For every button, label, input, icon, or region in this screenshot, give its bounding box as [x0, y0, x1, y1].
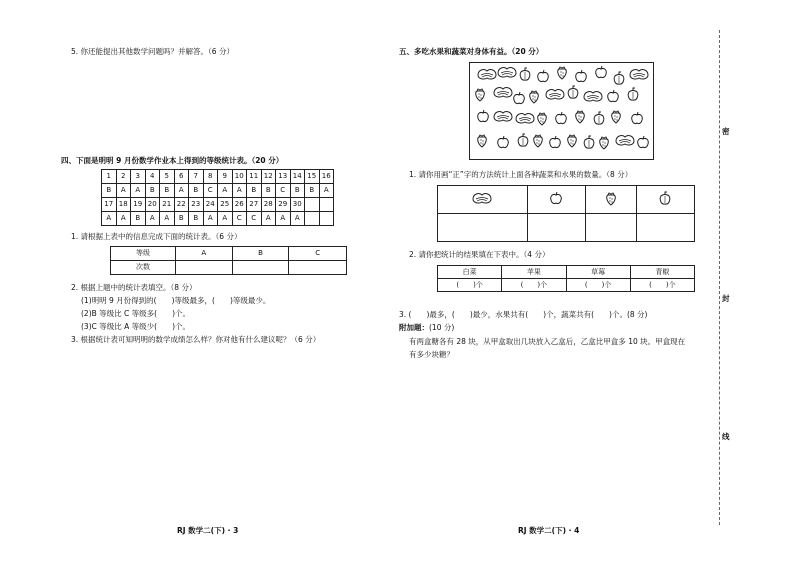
cabbage-icon [616, 136, 634, 145]
grade-level-cell: A [261, 212, 276, 226]
pepper-icon [628, 88, 638, 100]
table-row [102, 212, 334, 226]
apple-icon [498, 136, 509, 148]
tally-table [437, 185, 695, 242]
strawberry-icon [612, 111, 620, 123]
result-header-apple: 苹果 [502, 266, 566, 279]
question-4-2-3: (3)C 等级比 A 等级少( )个。 [81, 322, 190, 331]
grade-number-cell: 2 [116, 170, 131, 184]
grade-level-cell: A [116, 212, 131, 226]
apple-icon [632, 112, 643, 124]
grade-level-cell: A [174, 184, 189, 198]
strawberry-icon [478, 135, 486, 147]
pepper-icon [520, 68, 530, 80]
grade-level-cell: B [305, 184, 320, 198]
grade-number-cell: 8 [203, 170, 218, 184]
table-row [102, 170, 334, 184]
stat-header-grade: 等级 [111, 247, 176, 261]
section-5-title: 五、多吃水果和蔬菜对身体有益。（20 分） [399, 47, 544, 56]
result-header-strawberry: 草莓 [566, 266, 630, 279]
grade-number-cell: 26 [232, 198, 247, 212]
bonus-text-line-1: 有两盒糖各有 28 块，从甲盒取出几块放入乙盒后，乙盒比甲盒多 10 块。甲盒现在 [409, 337, 686, 346]
grade-level-cell: C [232, 212, 247, 226]
apple-icon [538, 70, 549, 82]
question-4-2-1: (1)明明 9 月份得到的( )等级最多，( )等级最少。 [81, 296, 271, 305]
result-cell-apple[interactable]: ( )个 [502, 279, 566, 292]
grade-number-cell: 9 [218, 170, 233, 184]
tally-cell-strawberry[interactable] [585, 214, 636, 242]
cabbage-icon [516, 114, 534, 123]
grade-level-cell: B [160, 184, 175, 198]
strawberry-icon [605, 191, 617, 209]
table-row [111, 261, 347, 275]
grade-number-cell: 12 [261, 170, 276, 184]
cabbage-icon [546, 90, 564, 99]
grade-level-cell [305, 212, 320, 226]
apple-icon [596, 66, 607, 78]
stat-cell-b[interactable] [232, 261, 289, 275]
stat-cell-c[interactable] [289, 261, 347, 275]
grade-number-cell: 23 [189, 198, 204, 212]
question-4-2: 2. 根据上题中的统计表填空。（8 分） [71, 283, 197, 292]
table-row [438, 214, 695, 242]
grade-number-cell: 5 [160, 170, 175, 184]
grade-level-cell: C [247, 212, 262, 226]
question-5-1: 1. 请你用画“正”字的方法统计上面各种蔬菜和水果的数量。（8 分） [409, 170, 633, 179]
cabbage-icon [494, 88, 512, 97]
grade-level-cell: A [203, 212, 218, 226]
pepper-icon [614, 72, 624, 84]
grade-level-cell: B [174, 212, 189, 226]
grade-level-cell [319, 212, 334, 226]
grade-number-cell: 7 [189, 170, 204, 184]
strawberry-icon [568, 135, 576, 147]
grade-table [101, 169, 334, 226]
result-table [437, 265, 695, 292]
stat-row-label: 次数 [111, 261, 176, 275]
question-5-2: 2. 请你把统计的结果填在下表中。（4 分） [409, 250, 550, 259]
apple-icon [549, 191, 563, 208]
question-4-3: 3. 根据统计表可知明明的数学成绩怎么样？你对他有什么建议呢？（6 分） [71, 335, 321, 344]
grade-level-cell: A [290, 212, 305, 226]
grade-number-cell [305, 198, 320, 212]
grade-level-cell: A [160, 212, 175, 226]
grade-number-cell: 27 [247, 198, 262, 212]
grade-level-cell: A [102, 212, 117, 226]
grade-level-cell: C [276, 184, 291, 198]
pepper-icon [518, 134, 528, 146]
cabbage-icon [630, 70, 648, 79]
grade-number-cell: 29 [276, 198, 291, 212]
sidebar-char-2: 封 [722, 294, 730, 303]
strawberry-icon [476, 89, 484, 101]
grade-number-cell: 22 [174, 198, 189, 212]
apple-icon [608, 90, 619, 102]
strawberry-icon [538, 113, 546, 125]
grade-number-cell: 10 [232, 170, 247, 184]
grade-number-cell: 25 [218, 198, 233, 212]
grade-number-cell: 11 [247, 170, 262, 184]
grade-level-cell: B [290, 184, 305, 198]
grade-number-cell: 19 [131, 198, 146, 212]
tally-header-apple [527, 186, 585, 214]
strawberry-icon [558, 67, 566, 79]
strawberry-icon [534, 135, 542, 147]
question-5: 5. 你还能提出其他数学问题吗？并解答。（6 分） [71, 47, 234, 56]
fruit-vegetable-illustration [469, 62, 654, 160]
grade-level-cell: C [203, 184, 218, 198]
grade-level-cell: B [189, 212, 204, 226]
apple-icon [550, 136, 561, 148]
grade-number-cell: 3 [131, 170, 146, 184]
table-row [102, 198, 334, 212]
question-4-2-2: (2)B 等级比 C 等级多( )个。 [81, 309, 191, 318]
grade-level-cell: B [145, 184, 160, 198]
stat-header-c: C [289, 247, 347, 261]
apple-icon [478, 110, 489, 122]
grade-number-cell: 17 [102, 198, 117, 212]
bonus-score: (10 分) [429, 323, 455, 332]
apple-icon [556, 112, 567, 124]
result-cell-cabbage[interactable]: ( )个 [438, 279, 502, 292]
grade-number-cell [319, 198, 334, 212]
grade-number-cell: 28 [261, 198, 276, 212]
result-cell-pepper[interactable]: ( )个 [630, 279, 694, 292]
grade-number-cell: 30 [290, 198, 305, 212]
cabbage-icon [478, 70, 496, 79]
pepper-icon [594, 112, 604, 124]
cabbage-icon [584, 92, 602, 101]
tally-cell-pepper[interactable] [636, 214, 694, 242]
grade-level-cell: B [131, 212, 146, 226]
strawberry-icon [600, 137, 608, 149]
grade-level-cell: A [276, 212, 291, 226]
grade-number-cell: 1 [102, 170, 117, 184]
stat-header-b: B [232, 247, 289, 261]
sidebar-char-1: 密 [722, 127, 730, 136]
grade-number-cell: 13 [276, 170, 291, 184]
apple-icon [576, 70, 587, 82]
pepper-icon [584, 136, 594, 148]
strawberry-icon [576, 111, 584, 123]
tally-header-pepper [636, 186, 694, 214]
table-row [102, 184, 334, 198]
grade-level-cell: B [189, 184, 204, 198]
stat-table [110, 246, 347, 275]
pepper-icon [568, 86, 578, 98]
grade-number-cell: 21 [160, 198, 175, 212]
grade-level-cell: A [319, 184, 334, 198]
cabbage-icon [494, 112, 512, 121]
grade-number-cell: 18 [116, 198, 131, 212]
bonus-text-line-2: 有多少块糖？ [409, 350, 454, 359]
grade-level-cell: B [102, 184, 117, 198]
table-row [438, 279, 695, 292]
grade-number-cell: 4 [145, 170, 160, 184]
tally-cell-cabbage[interactable] [438, 214, 528, 242]
tally-header-strawberry [585, 186, 636, 214]
apple-icon [638, 136, 649, 148]
grade-number-cell: 24 [203, 198, 218, 212]
result-header-cabbage: 白菜 [438, 266, 502, 279]
grade-level-cell: A [116, 184, 131, 198]
question-4-1: 1. 请根据上表中的信息完成下面的统计表。（6 分） [71, 232, 242, 241]
table-row [438, 186, 695, 214]
cabbage-icon [498, 68, 516, 77]
grade-level-cell: A [218, 212, 233, 226]
page-footer-right: RJ 数学二(下) · 4 [518, 526, 580, 535]
apple-icon [514, 92, 525, 104]
tally-cell-apple[interactable] [527, 214, 585, 242]
result-cell-strawberry[interactable]: ( )个 [566, 279, 630, 292]
grade-number-cell: 20 [145, 198, 160, 212]
grade-level-cell: A [232, 184, 247, 198]
strawberry-icon [530, 91, 538, 103]
sidebar-char-3: 线 [722, 432, 730, 441]
bonus-heading [399, 323, 454, 332]
cabbage-icon [471, 191, 493, 208]
grade-number-cell: 16 [319, 170, 334, 184]
grade-level-cell: B [261, 184, 276, 198]
page-footer-left: RJ 数学二(下) · 3 [177, 526, 239, 535]
binding-dashed-line [719, 30, 720, 525]
grade-number-cell: 15 [305, 170, 320, 184]
tally-header-cabbage [438, 186, 528, 214]
grade-level-cell: A [218, 184, 233, 198]
table-row [438, 266, 695, 279]
section-4-title: 四、下面是明明 9 月份数学作业本上得到的等级统计表。（20 分） [61, 156, 284, 165]
grade-number-cell: 14 [290, 170, 305, 184]
grade-level-cell: A [145, 212, 160, 226]
stat-cell-a[interactable] [176, 261, 233, 275]
grade-number-cell: 6 [174, 170, 189, 184]
question-5-3: 3. ( )最多，( )最少，水果共有( )个，蔬菜共有( )个。(8 分) [399, 310, 648, 319]
grade-level-cell: B [247, 184, 262, 198]
bonus-title: 附加题： [399, 323, 429, 332]
produce-drawing [470, 63, 653, 159]
result-header-pepper: 青椒 [630, 266, 694, 279]
pepper-icon [658, 191, 672, 209]
table-row [111, 247, 347, 261]
stat-header-a: A [176, 247, 233, 261]
grade-level-cell: A [131, 184, 146, 198]
